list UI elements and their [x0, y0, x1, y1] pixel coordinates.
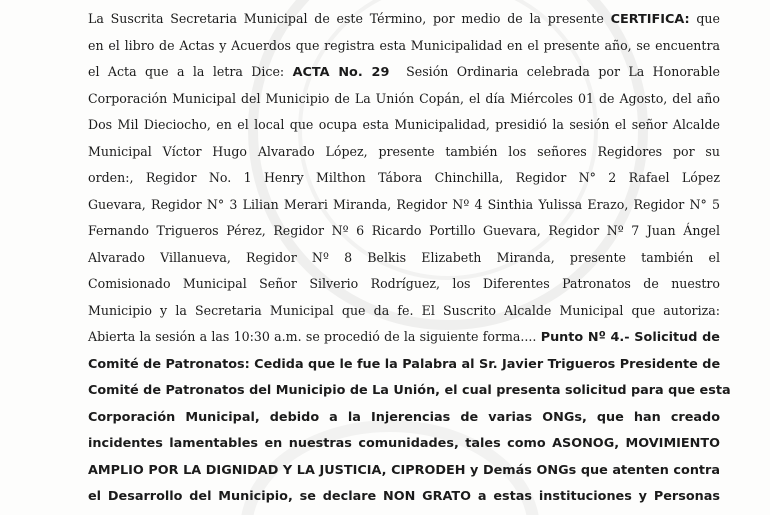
document-line: [88, 351, 720, 378]
document-line: [88, 59, 720, 86]
document-line: [88, 33, 720, 60]
document-line: [88, 324, 720, 351]
certificate-body-text: [88, 6, 731, 510]
document-line: [88, 483, 720, 510]
document-line: [88, 457, 720, 484]
text-segment: Abierta la sesión a las 10:30 a.m. se procedió de la siguiente forma....: [88, 329, 541, 344]
bold-text-segment: Corporación Municipal, debido a la Injerencias de varias ONGs, que han creado: [88, 409, 720, 425]
document-line: [88, 86, 720, 113]
text-segment: Municipio y la Secretaria Municipal que da fe. El Suscrito Alcalde Municipal que autoriza:: [88, 302, 720, 318]
document-line: [88, 218, 720, 245]
bold-text-segment: ACTA No. 29: [292, 65, 390, 80]
bold-text-segment: incidentes lamentables en nuestras comunidades, tales como ASONOG, MOVIMIENTO: [88, 436, 720, 451]
bold-text-segment: Comité de Patronatos: Cedida que le fue la Palabra al Sr. Javier Trigueros Presidente de: [88, 356, 721, 372]
document-line: [88, 139, 720, 166]
bold-text-segment: Comité de Patronatos del Municipio de La Unión, el cual presenta solicitud para que esta: [88, 383, 731, 398]
document-line: [88, 165, 720, 192]
text-segment: Alvarado Villanueva, Regidor Nº 8 Belkis Elizabeth Miranda, presente también el: [88, 249, 720, 265]
bold-text-segment: CERTIFICA:: [610, 12, 690, 27]
text-segment: La Suscrita Secretaria Municipal de este Término, por medio de la presente: [88, 11, 611, 26]
document-line: [88, 6, 720, 33]
text-segment: Sesión Ordinaria celebrada por La Honorable: [389, 64, 720, 79]
text-segment: que: [689, 11, 720, 26]
text-segment: Municipal Víctor Hugo Alvarado López, presente también los señores Regidores por su: [88, 143, 720, 159]
document-line: [88, 404, 720, 431]
bold-text-segment: el Desarrollo del Municipio, se declare NON GRATO a estas instituciones y Personas: [88, 489, 720, 504]
document-line: [88, 245, 720, 272]
text-segment: Fernando Trigueros Pérez, Regidor Nº 6 Ricardo Portillo Guevara, Regidor Nº 7 Juan Ángel: [88, 223, 720, 238]
document-line: [88, 298, 720, 325]
bold-text-segment: Punto Nº 4.- Solicitud de: [540, 330, 720, 345]
text-segment: Corporación Municipal del Municipio de La Unión Copán, el día Miércoles 01 de Agosto, del año: [88, 90, 720, 106]
text-segment: orden:, Regidor No. 1 Henry Milthon Tábora Chinchilla, Regidor N° 2 Rafael López: [88, 170, 720, 185]
document-line: [88, 271, 720, 298]
text-segment: en el libro de Actas y Acuerdos que registra esta Municipalidad en el presente año, se encuentra: [88, 37, 720, 53]
text-segment: el Acta que a la letra Dice:: [88, 64, 293, 79]
text-segment: Comisionado Municipal Señor Silverio Rodríguez, los Diferentes Patronatos de nuestro: [88, 276, 720, 291]
document-line: [88, 430, 720, 457]
document-line: [88, 112, 720, 139]
document-line: [88, 377, 731, 404]
bold-text-segment: AMPLIO POR LA DIGNIDAD Y LA JUSTICIA, CIPRODEH y Demás ONGs que atenten contra: [88, 462, 720, 478]
text-segment: Guevara, Regidor N° 3 Lilian Merari Miranda, Regidor Nº 4 Sinthia Yulissa Erazo, Regidor N° 5: [88, 196, 720, 212]
text-segment: Dos Mil Dieciocho, en el local que ocupa esta Municipalidad, presidió la sesión el señor Alcalde: [88, 117, 720, 132]
document-line: [88, 192, 720, 219]
